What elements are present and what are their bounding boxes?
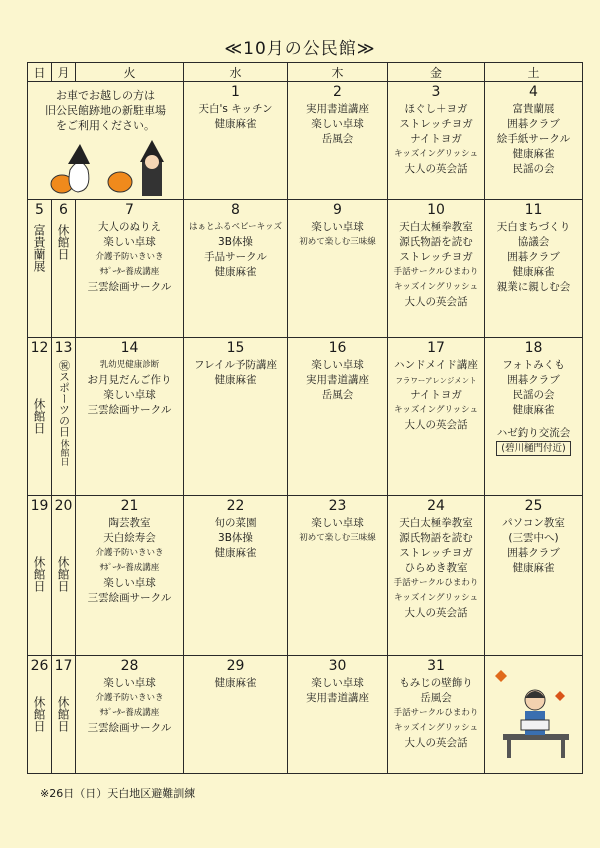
day-number: 18 xyxy=(524,340,543,356)
day-cell xyxy=(288,82,388,200)
day-number: 19 xyxy=(30,498,49,514)
day-number: 9 xyxy=(333,202,342,218)
day-cell xyxy=(184,656,288,774)
event-item: 健康麻雀 xyxy=(214,374,257,386)
day-number: 25 xyxy=(524,498,543,514)
day-cell xyxy=(388,496,485,656)
event-item: 絵手紙サークル xyxy=(496,133,571,145)
day-number: 15 xyxy=(226,340,245,356)
day-cell xyxy=(184,496,288,656)
day-number: 6 xyxy=(59,202,68,218)
event-item: 大人の英会話 xyxy=(404,163,468,175)
day-cell xyxy=(52,496,76,656)
autumn-illustration-cell xyxy=(485,656,583,774)
day-number: 12 xyxy=(30,340,49,356)
week-row-4 xyxy=(28,496,583,656)
event-item: 富貴蘭展 xyxy=(512,103,555,115)
event-item: 健康麻雀 xyxy=(214,118,257,130)
event-item: 協議会 xyxy=(517,236,550,248)
event-item: 天白's キッチン xyxy=(198,103,273,115)
event-item: お月見だんご作り xyxy=(87,374,172,386)
day-number: 5 xyxy=(35,202,44,218)
event-item: 健康麻雀 xyxy=(512,404,555,416)
event-item: 楽しい卓球 xyxy=(103,577,156,589)
event-item: 介護予防いきいき xyxy=(95,693,164,703)
weekday-fri: 金 xyxy=(388,63,485,82)
event-item: フォトみくも xyxy=(502,359,565,371)
event-item: 介護予防いきいき xyxy=(95,252,164,262)
event-item: 3B体操 xyxy=(218,532,253,544)
event-item: 楽しい卓球 xyxy=(103,236,156,248)
day-number: 22 xyxy=(226,498,245,514)
event-item: 囲碁クラブ xyxy=(507,547,560,559)
event-item: 三雲絵画サークル xyxy=(87,281,172,293)
day-number: 4 xyxy=(529,84,538,100)
event-item: ストレッチヨガ xyxy=(399,118,473,130)
day-cell xyxy=(388,338,485,496)
event-item: 三雲絵画サークル xyxy=(87,722,172,734)
event-item: 大人の英会話 xyxy=(404,607,468,619)
day-cell xyxy=(485,200,583,338)
day-cell xyxy=(28,200,52,338)
day-number: 13 xyxy=(54,340,73,356)
day-cell xyxy=(52,338,76,496)
day-cell xyxy=(76,200,184,338)
event-item: 楽しい卓球 xyxy=(311,359,364,371)
weekday-tue: 火 xyxy=(76,63,184,82)
footer-note: ※26日（日）天白地区避難訓練 xyxy=(40,787,196,800)
event-item: キッズイングリッシュ xyxy=(394,405,478,415)
event-item: 健康麻雀 xyxy=(512,148,555,160)
day-cell xyxy=(288,338,388,496)
day-cell xyxy=(485,496,583,656)
day-cell xyxy=(76,338,184,496)
parking-notice xyxy=(28,82,183,133)
day-cell xyxy=(388,82,485,200)
event-item: ｻﾎﾟｰﾀｰ養成講座 xyxy=(99,563,160,573)
event-item: ハゼ釣り交流会 xyxy=(496,427,571,439)
event-item: 健康麻雀 xyxy=(214,677,257,689)
event-item: 手品サークル xyxy=(204,251,267,263)
notice-line: お車でお越しの方は xyxy=(56,89,155,102)
event-item: ｻﾎﾟｰﾀｰ養成講座 xyxy=(99,267,160,277)
event-item: 民謡の会 xyxy=(512,389,555,401)
day-number: 17 xyxy=(54,658,73,674)
halloween-illustration xyxy=(40,140,190,198)
event-item: 親業に親しむ会 xyxy=(496,281,571,293)
day-number: 28 xyxy=(120,658,139,674)
event-item: 大人の英会話 xyxy=(404,419,468,431)
reading-child-illustration xyxy=(485,656,581,766)
event-item: (三雲中へ) xyxy=(508,532,559,544)
event-item: 三雲絵画サークル xyxy=(87,404,172,416)
event-item: 手話サークルひまわり xyxy=(393,267,479,277)
event-item: 大人の英会話 xyxy=(404,737,468,749)
weekday-thu: 木 xyxy=(288,63,388,82)
event-item: 健康麻雀 xyxy=(512,562,555,574)
day-number: 16 xyxy=(328,340,347,356)
day-number: 11 xyxy=(524,202,543,218)
event-item: 健康麻雀 xyxy=(512,266,555,278)
event-item: 実用書道講座 xyxy=(306,103,369,115)
event-item: 3B体操 xyxy=(218,236,253,248)
day-cell xyxy=(52,200,76,338)
day-number: 10 xyxy=(427,202,445,218)
day-cell xyxy=(485,338,583,496)
event-item: ひらめき教室 xyxy=(404,562,468,574)
notice-line: 旧公民館跡地の新駐車場 xyxy=(45,104,166,117)
notice-cell xyxy=(28,82,184,200)
closed-label: 休館日 xyxy=(56,696,70,732)
week-row-3 xyxy=(28,338,583,496)
event-item: 源氏物語を読む xyxy=(399,236,473,248)
event-item: 実用書道講座 xyxy=(306,374,369,386)
day-number: 30 xyxy=(328,658,347,674)
day-cell xyxy=(184,82,288,200)
day-cell xyxy=(288,200,388,338)
closed-label: 休館日 xyxy=(56,556,70,592)
event-item: もみじの壁飾り xyxy=(399,677,473,689)
event-item: 手話サークルひまわり xyxy=(393,578,479,588)
week-row-1 xyxy=(28,82,583,200)
event-item: ｻﾎﾟｰﾀｰ養成講座 xyxy=(99,708,160,718)
event-item: 陶芸教室 xyxy=(108,517,151,529)
day-number: 1 xyxy=(231,84,240,100)
event-item: 三雲絵画サークル xyxy=(87,592,172,604)
event-item: 楽しい卓球 xyxy=(103,677,156,689)
day-cell xyxy=(28,338,52,496)
event-item: 天白太極拳教室 xyxy=(399,517,473,529)
event-item: キッズイングリッシュ xyxy=(394,149,478,159)
calendar-table xyxy=(27,62,583,774)
event-item: キッズイングリッシュ xyxy=(394,282,478,292)
event-item: フラワーアレンジメント xyxy=(395,376,477,385)
event-item: 楽しい卓球 xyxy=(311,677,364,689)
event-item: 囲碁クラブ xyxy=(507,374,560,386)
day-number: 2 xyxy=(333,84,342,100)
day-number: 8 xyxy=(231,202,240,218)
closed-label: 休館日 xyxy=(32,696,46,732)
closed-label: 休館日 xyxy=(56,224,70,260)
closed-label: 休館日 xyxy=(58,439,69,466)
day-cell xyxy=(288,656,388,774)
event-item: はぁとふるベビーキッズ xyxy=(189,222,282,232)
weekday-sat: 土 xyxy=(485,63,583,82)
day-number: 20 xyxy=(54,498,73,514)
event-item: 民謡の会 xyxy=(512,163,555,175)
event-item: キッズイングリッシュ xyxy=(394,723,478,733)
event-item: 介護予防いきいき xyxy=(95,548,164,558)
day-number: 31 xyxy=(427,658,445,674)
day-cell xyxy=(76,496,184,656)
event-item: ナイトヨガ xyxy=(410,133,462,145)
event-item: 旬の菜園 xyxy=(214,517,257,529)
event-item: 源氏物語を読む xyxy=(399,532,473,544)
weekday-mon: 月 xyxy=(52,63,76,82)
event-item: 大人の英会話 xyxy=(404,296,468,308)
day-cell xyxy=(184,200,288,338)
notice-line: をご利用ください。 xyxy=(56,119,155,132)
event-item: 初めて楽しむ三味線 xyxy=(299,533,376,543)
day-cell xyxy=(76,656,184,774)
event-item: 健康麻雀 xyxy=(214,547,257,559)
event-item: キッズイングリッシュ xyxy=(394,593,478,603)
event-item: 囲碁クラブ xyxy=(507,118,560,130)
event-item: 楽しい卓球 xyxy=(311,517,364,529)
day-number: 14 xyxy=(120,340,139,356)
event-item: フレイル予防講座 xyxy=(193,359,278,371)
event-item: 岳風会 xyxy=(321,389,354,401)
event-item: ストレッチヨガ xyxy=(399,547,473,559)
day-number: 29 xyxy=(226,658,245,674)
day-number: 21 xyxy=(120,498,139,514)
day-number: 3 xyxy=(431,84,441,100)
event-item: 初めて楽しむ三味線 xyxy=(299,237,376,247)
day-number: 7 xyxy=(125,202,134,218)
event-item: 乳幼児健康診断 xyxy=(99,360,160,370)
location-box: (碧川樋門付近) xyxy=(496,441,570,456)
event-item: ほぐし＋ヨガ xyxy=(404,103,468,115)
event-item: ストレッチヨガ xyxy=(399,251,473,263)
day-cell xyxy=(52,656,76,774)
event-item: パソコン教室 xyxy=(502,517,565,529)
closed-label: 休館日 xyxy=(32,556,46,592)
page-title: ≪10月の公民館≫ xyxy=(224,39,376,59)
weekday-sun: 日 xyxy=(28,63,52,82)
event-item: 楽しい卓球 xyxy=(311,221,364,233)
day-number: 23 xyxy=(328,498,347,514)
event-item: 天白太極拳教室 xyxy=(399,221,473,233)
day-cell xyxy=(288,496,388,656)
event-item: 楽しい卓球 xyxy=(311,118,364,130)
day-number: 24 xyxy=(427,498,445,514)
event-item: 岳風会 xyxy=(321,133,354,145)
day-cell xyxy=(184,338,288,496)
holiday-label: ㊗スポーツの日 xyxy=(57,360,71,437)
event-item: 健康麻雀 xyxy=(214,266,257,278)
event-item: 天白まちづくり xyxy=(496,221,571,233)
event-item: 大人のぬりえ xyxy=(98,221,161,233)
event-item: 富貴蘭展 xyxy=(32,224,46,272)
event-item: 楽しい卓球 xyxy=(103,389,156,401)
closed-label: 休館日 xyxy=(32,398,46,434)
day-cell xyxy=(28,656,52,774)
event-item: ハンドメイド講座 xyxy=(394,359,478,371)
day-cell xyxy=(388,656,485,774)
event-item: 実用書道講座 xyxy=(306,692,369,704)
weekday-wed: 水 xyxy=(184,63,288,82)
day-cell xyxy=(388,200,485,338)
day-cell xyxy=(485,82,583,200)
day-number: 26 xyxy=(30,658,49,674)
event-item: ナイトヨガ xyxy=(410,389,462,401)
week-row-2 xyxy=(28,200,583,338)
event-item: 岳風会 xyxy=(420,692,452,704)
week-row-5 xyxy=(28,656,583,774)
event-item: 囲碁クラブ xyxy=(507,251,560,263)
event-item: 天白絵寿会 xyxy=(103,532,156,544)
day-cell xyxy=(28,496,52,656)
weekday-header-row xyxy=(28,63,583,82)
event-item: 手話サークルひまわり xyxy=(393,708,479,718)
day-number: 17 xyxy=(427,340,445,356)
